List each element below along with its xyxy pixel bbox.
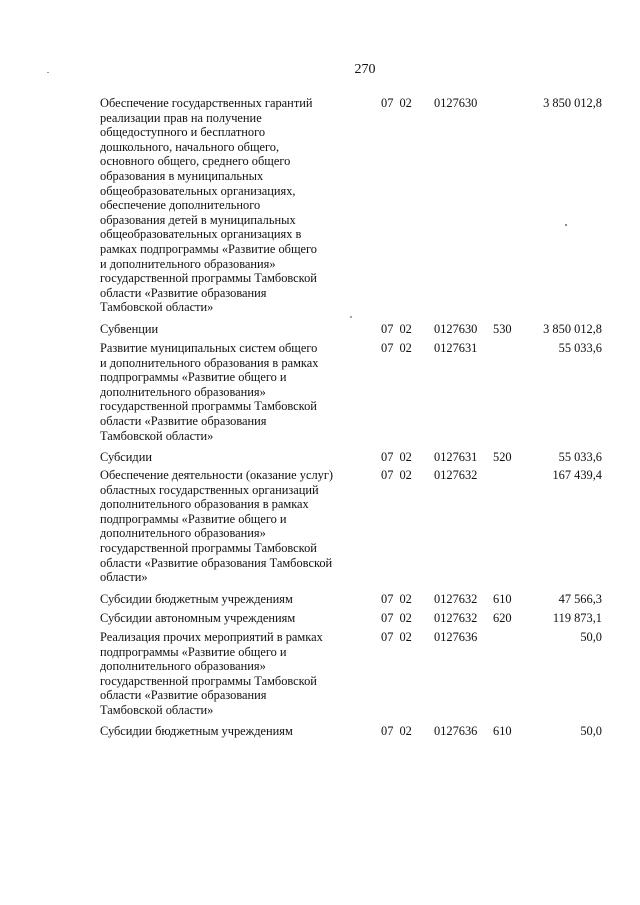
row-amount: 47 566,3 — [558, 592, 602, 606]
row-description: Реализация прочих мероприятий в рамках подпрограммы «Развитие общего и дополнительного образования» государственной программы Тамбовской области «Развитие образования Тамбовской области» — [100, 630, 323, 717]
row-section-code: 07 02 — [381, 630, 412, 644]
row-expense-type: 610 — [493, 592, 512, 606]
row-amount: 50,0 — [580, 630, 602, 644]
row-target-code: 0127636 — [434, 724, 478, 738]
row-description: Субсидии автономным учреждениям — [100, 611, 296, 625]
row-description: Субвенции — [100, 322, 159, 336]
page-number: 270 — [354, 62, 376, 77]
row-target-code: 0127632 — [434, 611, 478, 625]
row-target-code: 0127631 — [434, 450, 478, 464]
row-amount: 50,0 — [580, 724, 602, 738]
row-description: Субсидии бюджетным учреждениям — [100, 724, 293, 738]
row-section-code: 07 02 — [381, 96, 412, 110]
row-section-code: 07 02 — [381, 341, 412, 355]
scan-speck — [565, 224, 567, 226]
row-amount: 3 850 012,8 — [543, 96, 602, 110]
row-expense-type: 620 — [493, 611, 512, 625]
scan-mark — [47, 72, 49, 73]
row-description: Субсидии — [100, 450, 152, 464]
row-section-code: 07 02 — [381, 322, 412, 336]
row-section-code: 07 02 — [381, 468, 412, 482]
row-target-code: 0127632 — [434, 592, 478, 606]
row-section-code: 07 02 — [381, 592, 412, 606]
row-section-code: 07 02 — [381, 611, 412, 625]
row-amount: 119 873,1 — [552, 611, 602, 625]
row-target-code: 0127630 — [434, 96, 478, 110]
row-amount: 55 033,6 — [558, 341, 602, 355]
scan-speck — [350, 316, 352, 318]
row-amount: 167 439,4 — [552, 468, 602, 482]
row-target-code: 0127631 — [434, 341, 478, 355]
row-expense-type: 610 — [493, 724, 512, 738]
row-expense-type: 520 — [493, 450, 512, 464]
row-section-code: 07 02 — [381, 724, 412, 738]
row-target-code: 0127630 — [434, 322, 478, 336]
row-section-code: 07 02 — [381, 450, 412, 464]
row-expense-type: 530 — [493, 322, 512, 336]
row-description: Обеспечение государственных гарантий реализации прав на получение общедоступного и бесплатного дошкольного, начального общего, основного общего, среднего общего образования в муниципальных общеобразовательных организациях, обеспечение дополнительного образования детей в муниципальных общеобразовательных организациях в рамках подпрограммы «Развитие общего и дополнительного образования» государственной программы Тамбовской области «Развитие образования Тамбовской области» — [100, 96, 317, 315]
row-description: Обеспечение деятельности (оказание услуг) областных государственных организаций дополнительного образования в рамках подпрограммы «Развитие общего и дополнительного образования» государственной программы Тамбовской области «Развитие образования Тамбовской области» — [100, 468, 334, 585]
row-description: Субсидии бюджетным учреждениям — [100, 592, 293, 606]
row-description: Развитие муниципальных систем общего и дополнительного образования в рамках подпрограммы «Развитие общего и дополнительного образования» государственной программы Тамбовской области «Развитие образования Тамбовской области» — [100, 341, 319, 443]
row-target-code: 0127632 — [434, 468, 478, 482]
row-amount: 55 033,6 — [558, 450, 602, 464]
row-amount: 3 850 012,8 — [543, 322, 602, 336]
row-target-code: 0127636 — [434, 630, 478, 644]
